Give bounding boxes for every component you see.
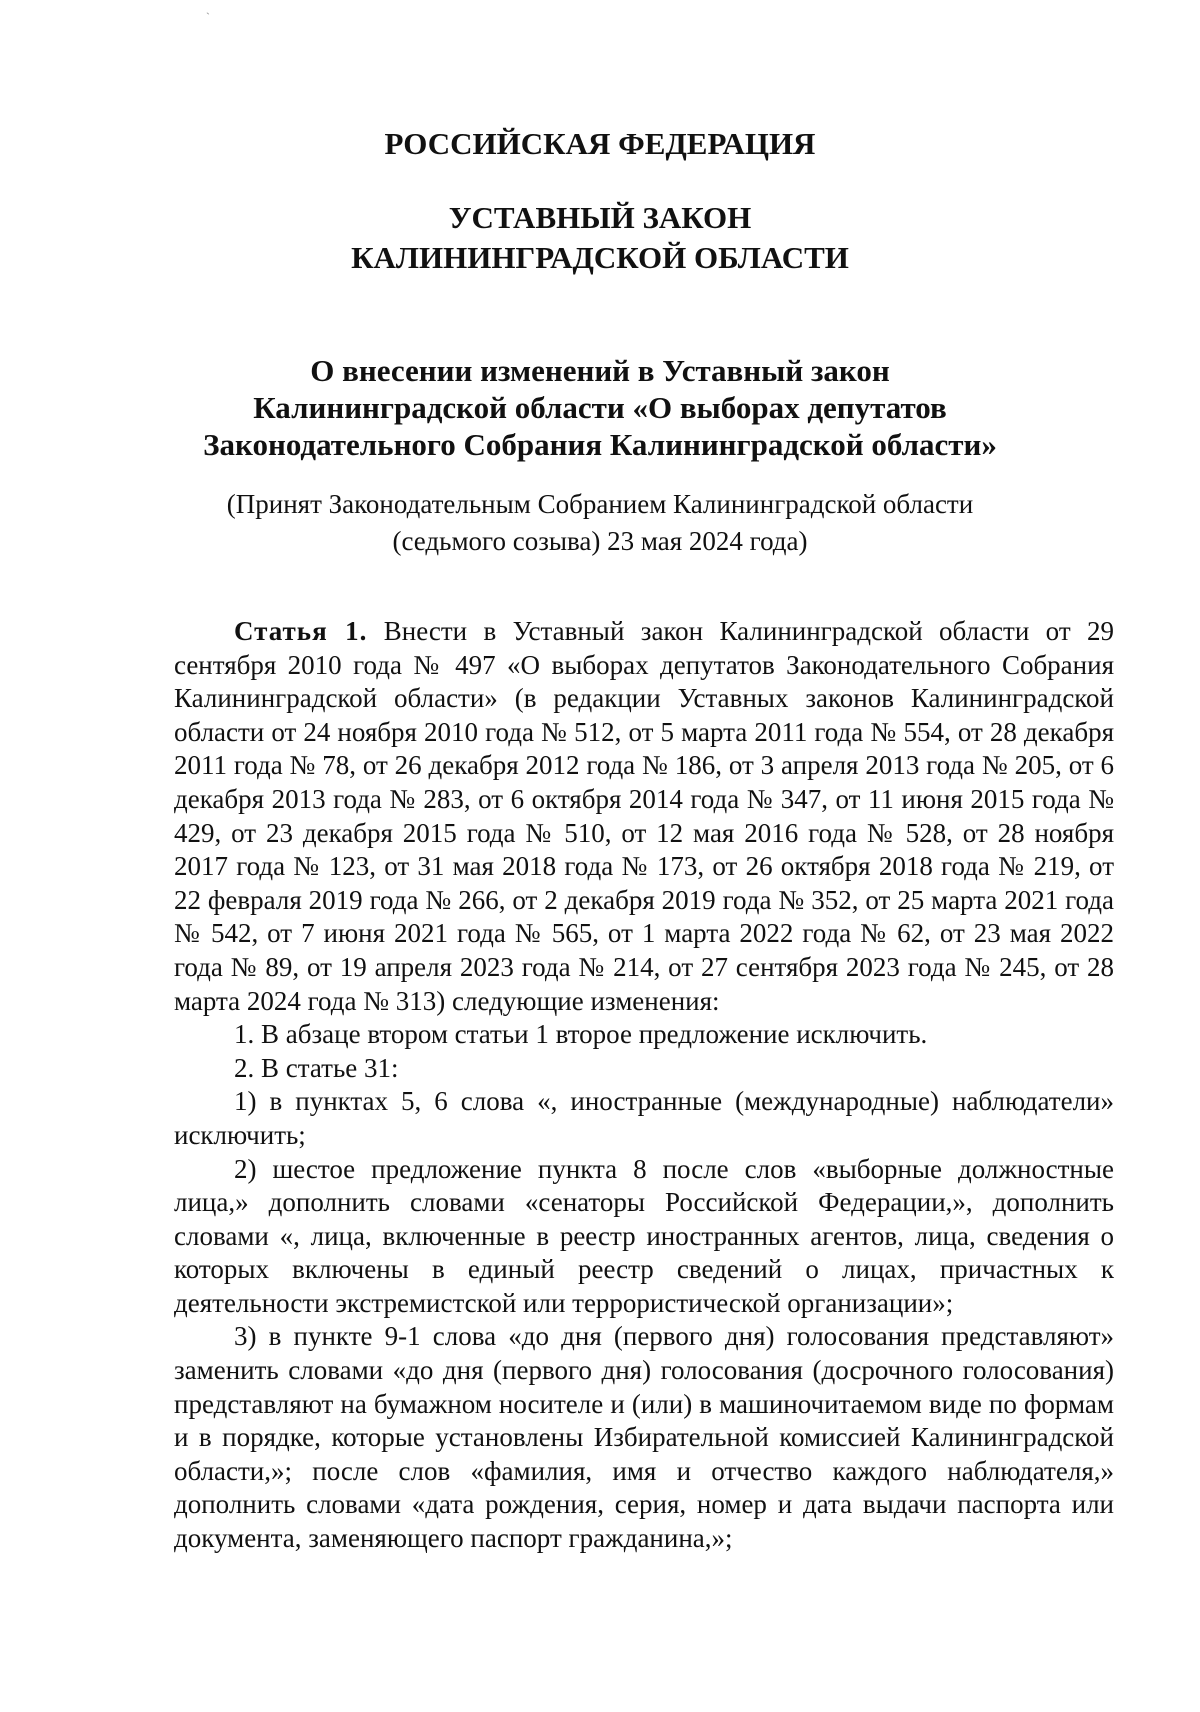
article-item: 1) в пунктах 5, 6 слова «, иностранные (международные) наблюдатели» исключить; bbox=[174, 1086, 1114, 1150]
scan-mark: ` bbox=[206, 10, 210, 24]
article-item: 1. В абзаце втором статьи 1 второе предложение исключить. bbox=[234, 1019, 928, 1050]
adoption-note bbox=[0, 486, 1200, 560]
article-item: 2. В статье 31: bbox=[234, 1052, 399, 1083]
article-label: Статья 1. bbox=[234, 616, 368, 646]
country-heading bbox=[0, 124, 1200, 164]
article-item: 3) в пункте 9-1 слова «до дня (первого дня) голосования представляют» заменить словами «до дня (первого дня) голосования (досрочного голосования) представляют на бумажном носителе и (или) в машиночитаемом виде по формам и в порядке, которые установлены Избирательной комиссией Калининградской области,»; после слов «фамилия, имя и отчество каждого наблюдателя,» дополнить словами «дата рождения, серия, номер и дата выдачи паспорта или документа, заменяющего паспорт гражданина,»; bbox=[174, 1321, 1114, 1554]
law-title-line-1: О внесении изменений в Уставный закон bbox=[310, 353, 890, 388]
article-1-paragraph bbox=[174, 615, 1114, 1018]
law-title-line-3: Законодательного Собрания Калининградской области» bbox=[203, 427, 997, 462]
law-title bbox=[0, 352, 1200, 463]
article-body bbox=[174, 615, 1114, 1556]
article-1-text: Внести в Уставный закон Калининградской области от 29 сентября 2010 года № 497 «О выборах депутатов Законодательного Собрания Калининградской области» (в редакции Уставных законов Калининградской области от 24 ноября 2010 года № 512, от 5 марта 2011 года № 554, от 28 декабря 2011 года № 78, от 26 декабря 2012 года № 186, от 3 апреля 2013 года № 205, от 6 декабря 2013 года № 283, от 6 октября 2014 года № 347, от 11 июня 2015 года № 429, от 23 декабря 2015 года № 510, от 12 мая 2016 года № 528, от 28 ноября 2017 года № 123, от 31 мая 2018 года № 173, от 26 октября 2018 года № 219, от 22 февраля 2019 года № 266, от 2 декабря 2019 года № 352, от 25 марта 2021 года № 542, от 7 июня 2021 года № 565, от 1 марта 2022 года № 62, от 23 мая 2022 года № 89, от 19 апреля 2023 года № 214, от 27 сентября 2023 года № 245, от 28 марта 2024 года № 313) следующие изменения: bbox=[174, 616, 1115, 1016]
law-title-line-2: Калининградской области «О выборах депутатов bbox=[253, 390, 947, 425]
adoption-line-2: (седьмого созыва) 23 мая 2024 года) bbox=[392, 526, 808, 556]
law-type-line-2: КАЛИНИНГРАДСКОЙ ОБЛАСТИ bbox=[351, 240, 849, 275]
adoption-line-1: (Принят Законодательным Собранием Калининградской области bbox=[226, 489, 974, 519]
law-type-heading bbox=[0, 198, 1200, 278]
country-name: РОССИЙСКАЯ ФЕДЕРАЦИЯ bbox=[384, 126, 816, 161]
article-item: 2) шестое предложение пункта 8 после слов «выборные должностные лица,» дополнить словами «сенаторы Российской Федерации,», дополнить словами «, лица, включенные в реестр иностранных агентов, лица, сведения о которых включены в единый реестр сведений о лицах, причастных к деятельности экстремистской или террористической организации»; bbox=[174, 1153, 1114, 1318]
law-type-line-1: УСТАВНЫЙ ЗАКОН bbox=[448, 200, 752, 235]
